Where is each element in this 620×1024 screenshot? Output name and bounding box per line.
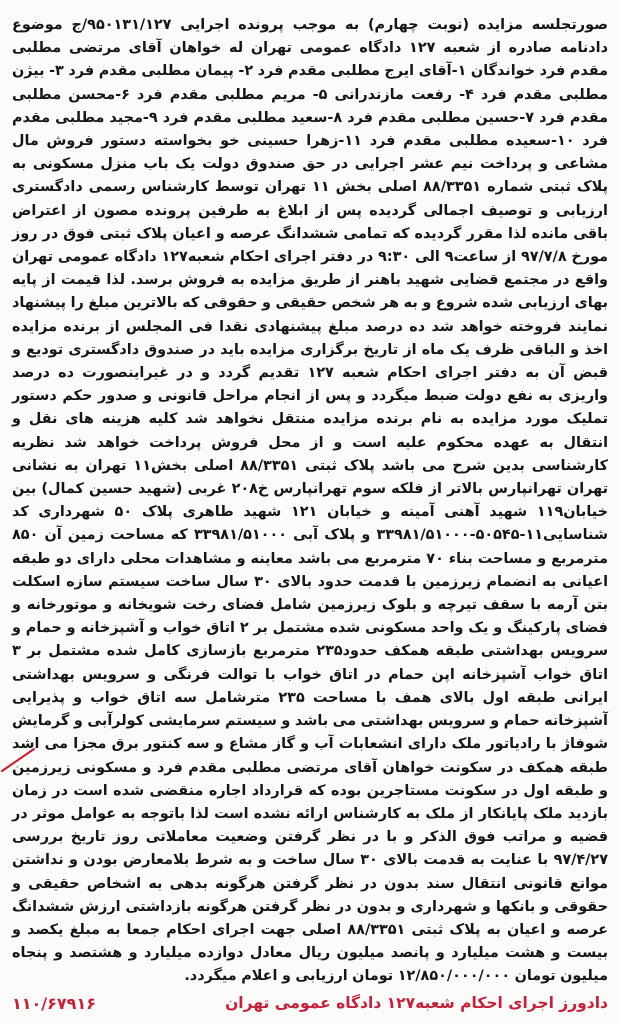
footer-issuer: دادورز اجرای احکام شعبه۱۲۷ دادگاه عمومی تهران bbox=[225, 994, 608, 1012]
margin-pen-stroke bbox=[2, 749, 34, 771]
notice-body-text: صورتجلسه مزایده (نوبت چهارم) به موجب پرونده اجرایی ۹۵۰۱۳۱/۱۲۷/ج موضوع دادنامه صادره از شعبه ۱۲۷ دادگاه عمومی تهران له خواهان آقای مرتضی مطلبی مقدم فرد خواندگان ۱-آقای ایرج مطلبی مقدم فرد ۲- پیمان مطلبی مقدم فرد ۳- بیژن مطلبی مقدم فرد ۴- رفعت مازندرانی ۵- مریم مطلبی مقدم فرد ۶-محسن مطلبی مقدم فرد ۷-حسین مطلبی مقدم فرد ۸-سعید مطلبی مقدم فرد ۹-مجید مطلبی مقدم فرد ۱۰-سعیده مطلبی مقدم فرد ۱۱-زهرا حسینی خو بخواسته دستور فروش مال مشاعی و پرداخت نیم عشر اجرایی در حق صندوق دولت یک باب منزل مسکونی به پلاک ثبتی شماره ۸۸/۳۳۵۱ اصلی بخش ۱۱ تهران توسط کارشناس رسمی دادگستری ارزیابی و توصیف اجمالی گردیده پس از ابلاغ به طرفین پرونده مصون از اعتراض باقی مانده لذا مقرر گردیده که تمامی ششدانگ عرصه و اعیان پلاک ثبتی فوق در روز مورخ ۹۷/۷/۸ از ساعت۹ الی ۹:۳۰ در دفتر اجرای احکام شعبه۱۲۷ دادگاه عمومی تهران واقع در مجتمع قضایی شهید باهنر از طریق مزایده به فروش برسد. لذا قیمت از پایه بهای ارزیابی شده شروع و به هر شخص حقیقی و حقوقی که بالاترین مبلغ را پیشنهاد نمایند فروخته خواهد شد ده درصد مبلغ پیشنهادی نقدا فی المجلس از برنده مزایده اخذ و الباقی ظرف یک ماه از تاریخ برگزاری مزایده باید در صندوق دادگستری تودیع و قبض آن به دفتر اجرای احکام شعبه ۱۲۷ تقدیم گردد و در غیراینصورت ده درصد واریزی به نفع دولت ضبط میگردد و پس از انجام مراحل قانونی و صدور حکم دستور تملیک مورد مزایده به نام برنده مزایده منتقل نخواهد شد کلیه هزینه های نقل و انتقال به عهده محکوم علیه است و از محل فروش پرداخت خواهد شد نظریه کارشناسی بدین شرح می باشد پلاک ثبتی ۸۸/۳۳۵۱ اصلی بخش۱۱ تهران به نشانی تهران تهرانپارس بالاتر از فلکه سوم تهرانپارس خ۲۰۸ غربی (شهید حسین کمال) بین خیابان۱۱۹ شهید آهنی آمینه و خیابان ۱۲۱ شهید طاهری پلاک ۵۰ شهرداری کد شناسایی۱۱-۵۰۵۴۵-۳۳۹۸۱/۵۱۰۰۰ و پلاک آبی ۳۳۹۸۱/۵۱۰۰۰ که مساحت زمین آن ۸۵۰ مترمربع و مساحت بناء ۷۰ مترمربع می باشد معاینه و مشاهدات محلی دارای دو طبقه اعیانی به انضمام زیرزمین با قدمت حدود بالای ۳۰ سال ساخت سیستم سازه اسکلت بتن آرمه با سقف تیرچه و بلوک زیرزمین شامل فضای رخت شویخانه و موتورخانه و فضای پارکینگ و یک واحد مسکونی شده مشتمل بر ۲ اتاق خواب و آشپزخانه و حمام و سرویس بهداشتی طبقه همکف حدود۲۳۵ مترمربع بازسازی کامل شده مشتمل بر ۳ اتاق خواب آشپزخانه اپن حمام در اتاق خواب با توالت فرنگی و سرویس بهداشتی ایرانی طبقه اول بالای همف با مساحت ۲۳۵ مترشامل سه اتاق خواب و پذیرایی آشپزخانه حمام و سرویس بهداشتی می باشد و سیستم سرمایشی کولرآبی و گرمایش شوفاژ با رادیاتور ملک دارای انشعابات آب و گاز مشاع و سه کنتور برق مجزا می اشد طبقه همکف در سکونت خواهان آقای مرتضی مطلبی مقدم فرد و مسکونی زیرزمین و طبقه اول در سکونت مستاجرین بوده که قرارداد اجاره منقضی شده است در زمان بازدید ملک پایانکار از ملک به کارشناس ارائه نشده است لذا باتوجه به عوامل موثر در قضیه و مراتب فوق الذکر و با در نظر گرفتن وضعیت معاملاتی روز تاریخ بررسی ۹۷/۴/۲۷ با عنایت به قدمت بالای ۳۰ سال ساخت و به شرط بلامعارض بودن و نداشتن موانع قانونی انتقال سند بدون در نظر گرفتن هرگونه بدهی به اشخاص حقیقی و حقوقی و بانکها و شهرداری و بدون در نظر گرفتن هرگونه بازداشتی ارزش ششدانگ عرصه و اعیان به پلاک ثبتی ۸۸/۳۳۵۱ اصلی جهت اجرای احکام جمعا به مبلغ یکصد و بیست و هشت میلیارد و پانصد میلیون ریال معادل دوازده میلیارد و هشتصد و پنجاه میلیون تومان ۱۲/۸۵۰/۰۰۰/۰۰۰ تومان ارزیابی و اعلام میگردد. bbox=[12, 17, 609, 985]
margin-pen-mark bbox=[0, 745, 36, 775]
notice-footer bbox=[12, 990, 608, 1016]
footer-code: ۱۱۰/۶۷۹۱۶ bbox=[12, 993, 96, 1013]
